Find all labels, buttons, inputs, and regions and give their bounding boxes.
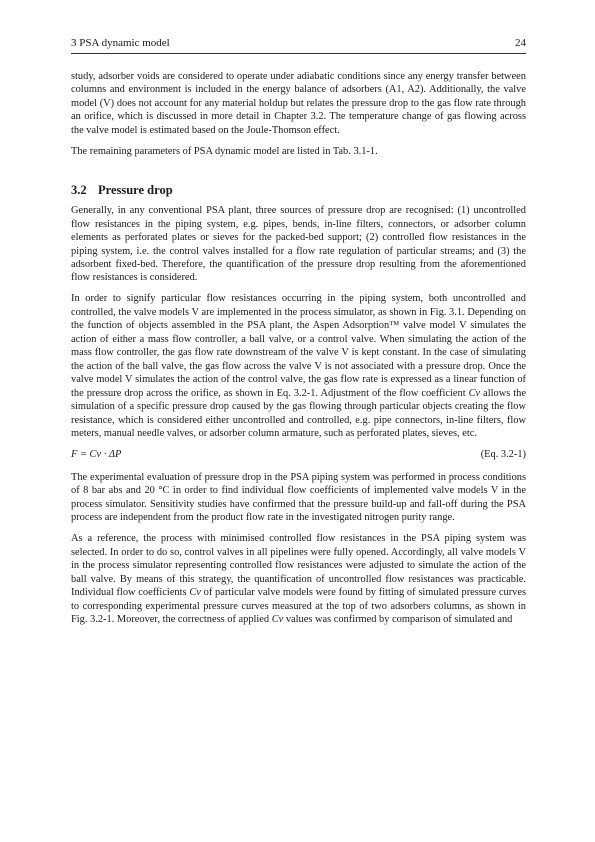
symbol-cv: Cv — [271, 613, 284, 625]
section-number: 3.2 — [71, 183, 87, 198]
text-span: values was confirmed by comparison of simulated and — [283, 613, 513, 625]
equation-formula: F = Cv · ΔP — [71, 448, 122, 460]
running-header — [71, 36, 526, 52]
equation-block — [71, 448, 526, 462]
text-span: In order to signify particular flow resistances occurring in the piping system, both uncontrolled and controlled, the valve models V are implemented in the process simulator, as shown in Fig. 3.1. Depending on the function of objects assembled in the PSA plant, the Aspen Adsorption™ valve model V simulates the action of either a mass flow controller, a ball valve, or a control valve. When simulating the action of the mass flow controller, the gas flow rate downstream of the valve V is kept constant. In the case of simulating the action of the ball valve, the gas flow across the valve V is not associated with a pressure drop. Once the valve model V simulates the action of the control valve, the gas flow rate is expressed as a linear function of the pressure drop across the orifice, as shown in Eq. 3.2-1. Adjustment of the flow coefficient — [71, 293, 526, 399]
paragraph-pressure-drop-sources: Generally, in any conventional PSA plant, three sources of pressure drop are recognised: (1) uncontrolled flow resistances in the piping system, e.g. pipes, bends, in-line filters, connectors, or adsorber column elements as perforated plates or sieves for the packed-bed support; (2) controlled flow resistances in the piping system, i.e. the control valves installed for a flow rate regulation of particular streams; and (3) the adsorbent fixed-bed. Therefore, the quantification of the pressure drop resulting from the aforementioned flow resistances is considered. — [71, 205, 526, 284]
text-span: of particular valve models were found by fitting of simulated pressure curves to corresponding experimental pressure curves measured at the top of two adsorbers columns, as shown in Fig. 3.2-1. Moreover, the correctness of applied — [71, 587, 527, 625]
section-title: Pressure drop — [98, 183, 173, 198]
page-number: 24 — [515, 37, 526, 49]
paragraph-reference-process — [71, 532, 526, 626]
page-body — [71, 70, 526, 634]
paragraph-valve-models — [71, 292, 526, 440]
text-span: allows the simulation of a specific pressure drop caused by the gas flowing through particular objects creating the flow resistance, which is considered either uncontrolled and controlled, e.g. pipe connectors, in-line filters, flow meters, manual needle valves, or adsorber column armature, such as perforated plates, sieves, etc. — [71, 387, 526, 439]
symbol-cv: Cv — [189, 587, 201, 599]
header-divider — [71, 53, 526, 54]
paragraph-remaining-parameters: The remaining parameters of PSA dynamic model are listed in Tab. 3.1-1. — [71, 145, 378, 157]
symbol-cv: Cv — [468, 387, 481, 399]
chapter-title: 3 PSA dynamic model — [71, 37, 170, 49]
equation-label: (Eq. 3.2-1) — [480, 448, 526, 460]
section-heading — [71, 182, 526, 198]
paragraph-adsorber-voids: study, adsorber voids are considered to operate under adiabatic conditions since any energy transfer between columns and environment is included in the energy balance of adsorbers (A1, A2). Additionally, the valve model (V) does not account for any material holdup but relates the pressure drop to the gas flow rate through an orifice, which is discussed in more detail in Chapter 3.2. The temperature change of gas flowing across the valve model is estimated based on the Joule-Thomson effect. — [71, 71, 526, 136]
paragraph-experimental-evaluation: The experimental evaluation of pressure drop in the PSA piping system was performed in process conditions of 8 bar abs and 20 °C in order to find individual flow coefficients of implemented valve models V in the process simulator. Sensitivity studies have confirmed that the pressure build-up and fall-off during the PSA process are independent from the product flow rate in the investigated nitrogen purity range. — [71, 471, 526, 524]
text-span: As a reference, the process with minimised controlled flow resistances in the PSA piping system was selected. In order to do so, control valves in all pipelines were fully opened. Accordingly, all valve models V in the process simulator representing controlled flow resistances were adjusted to simulate the action of the ball valve. By means of this strategy, the quantification of uncontrolled flow resistances was practicable. Individual flow coefficients — [71, 533, 526, 599]
